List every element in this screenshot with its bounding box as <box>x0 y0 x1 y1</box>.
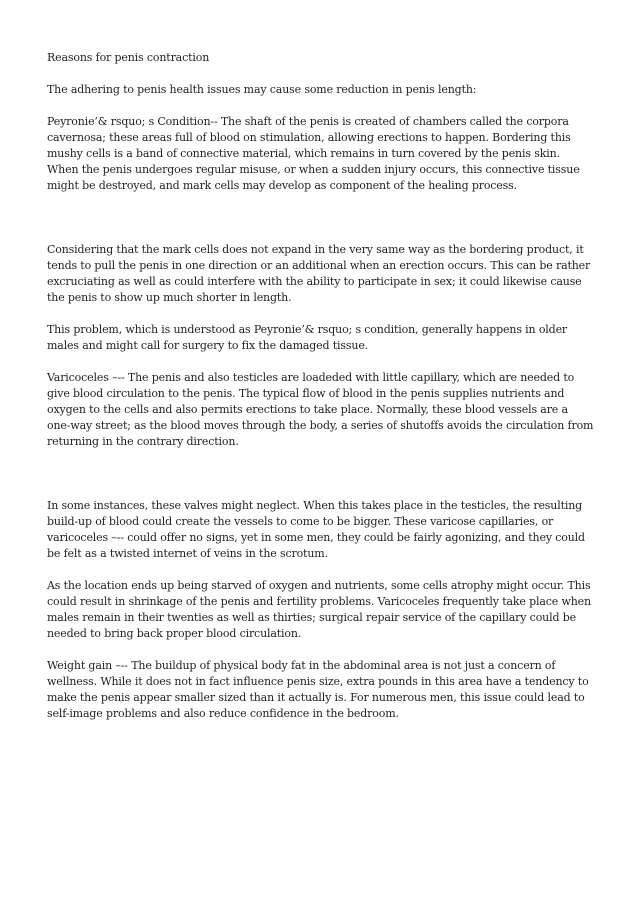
paragraph-peyronie-condition: Peyronie’& rsquo; s Condition-- The shaft of the penis is created of chambers called the corpora cavernosa; these areas full of blood on stimulation, allowing erections to happen. Bordering this mushy cells is a band of connective material, which remains in turn covered by the penis skin. When the penis undergoes regular misuse, or when a sudden injury occurs, this connective tissue might be destroyed, and mark cells may develop as component of the healing process. <box>47 115 580 192</box>
paragraph-atrophy: As the location ends up being starved of oxygen and nutrients, some cells atrophy might occur. This could result in shrinkage of the penis and fertility problems. Varicoceles frequently take place when males remain in their twenties as well as thirties; surgical repair service of the capillary could be needed to bring back proper blood circulation. <box>47 579 591 640</box>
paragraph-varicoceles: Varicoceles –-- The penis and also testicles are loadeded with little capillary, which are needed to give blood circulation to the penis. The typical flow of blood in the penis supplies nutrients and oxygen to the cells and also permits erections to take place. Normally, these blood vessels are a one-way street; as the blood moves through the body, a series of shutoffs avoids the circulation from returning in the contrary direction. <box>47 371 594 448</box>
section-gap <box>47 466 594 498</box>
paragraph-valves: In some instances, these valves might neglect. When this takes place in the testicles, the resulting build-up of blood could create the vessels to come to be bigger. These varicose capillaries, or varicoceles –-- could offer no signs, yet in some men, they could be fairly agonizing, and they could be felt as a twisted internet of veins in the scrotum. <box>47 499 585 560</box>
paragraph-peyronie-summary: This problem, which is understood as Peyronie’& rsquo; s condition, generally happens in older males and might call for surgery to fix the damaged tissue. <box>47 323 568 352</box>
paragraph-scar-cells: Considering that the mark cells does not expand in the very same way as the bordering product, it tends to pull the penis in one direction or an additional when an erection occurs. This can be rather excruciating as well as could interfere with the ability to participate in sex; it could likewise cause the penis to show up much shorter in length. <box>47 243 591 304</box>
paragraph-weight-gain: Weight gain –-- The buildup of physical body fat in the abdominal area is not just a concern of wellness. While it does not in fact influence penis size, extra pounds in this area have a tendency to make the penis appear smaller sized than it actually is. For numerous men, this issue could lead to self-image problems and also reduce confidence in the bedroom. <box>47 659 589 720</box>
document-title: Reasons for penis contraction <box>47 51 210 64</box>
section-gap <box>47 210 594 242</box>
paragraph-intro: The adhering to penis health issues may cause some reduction in penis length: <box>47 83 477 96</box>
